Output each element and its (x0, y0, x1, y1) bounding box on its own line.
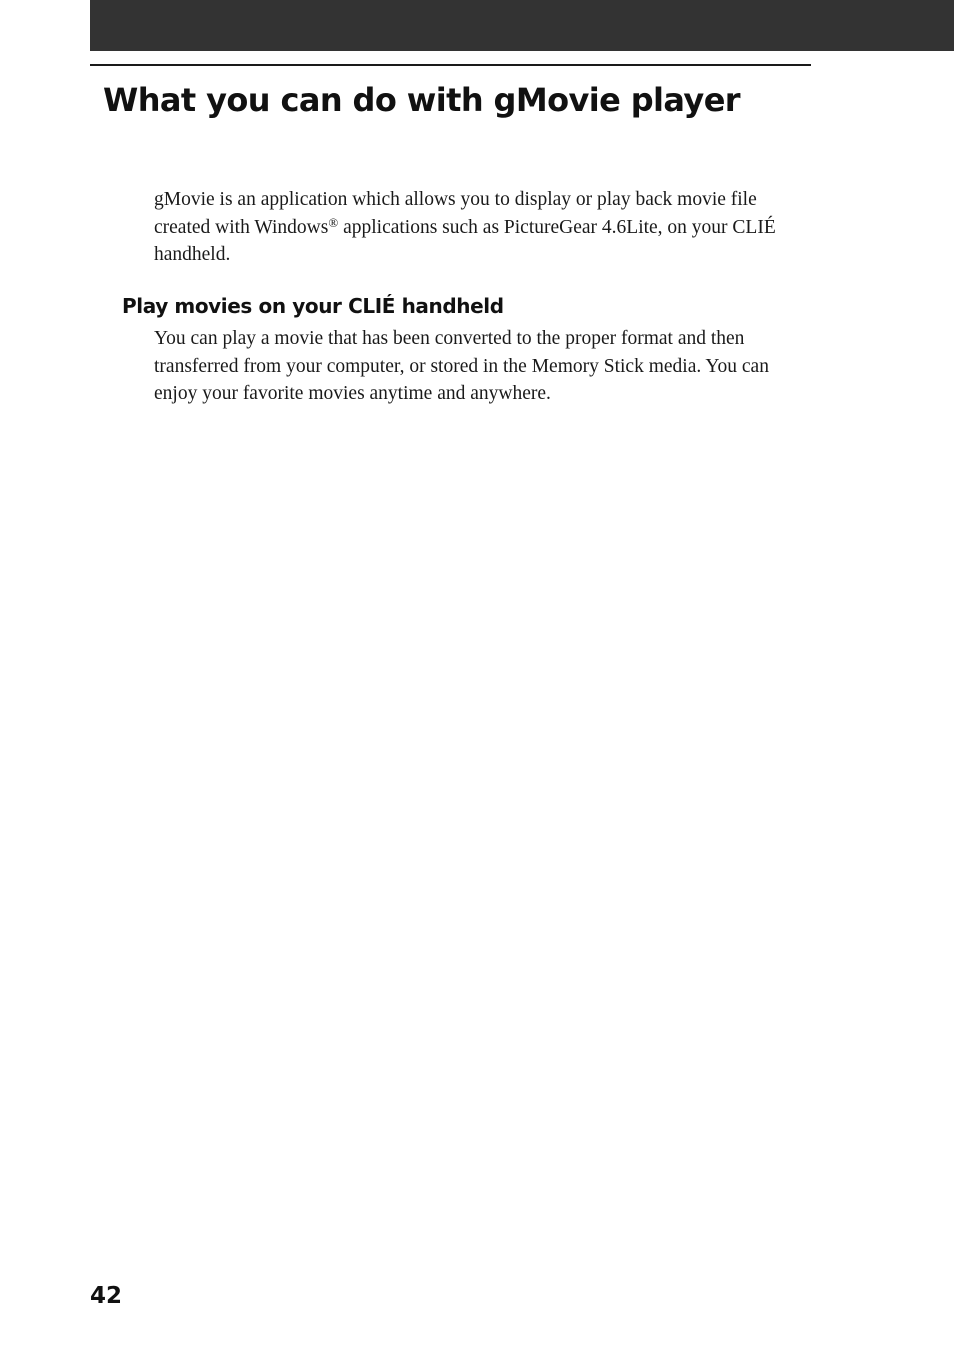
intro-text-end: applications such as PictureGear 4.6Lite, on your CLIÉ handheld. (154, 216, 776, 265)
section-heading: Play movies on your CLIÉ handheld (122, 294, 504, 318)
page-number: 42 (90, 1283, 123, 1309)
registered-mark: ® (328, 214, 339, 230)
intro-text-start: gMovie is an application which allows you to display or play back movie file created with Windows (154, 189, 757, 238)
header-bar (90, 0, 954, 51)
page-title: What you can do with gMovie player (103, 81, 740, 119)
intro-paragraph (154, 186, 794, 269)
section-body: You can play a movie that has been converted to the proper format and then transferred from your computer, or stored in the Memory Stick media. You can enjoy your favorite movies anytime and anywhere. (154, 328, 769, 404)
title-rule (90, 64, 811, 66)
